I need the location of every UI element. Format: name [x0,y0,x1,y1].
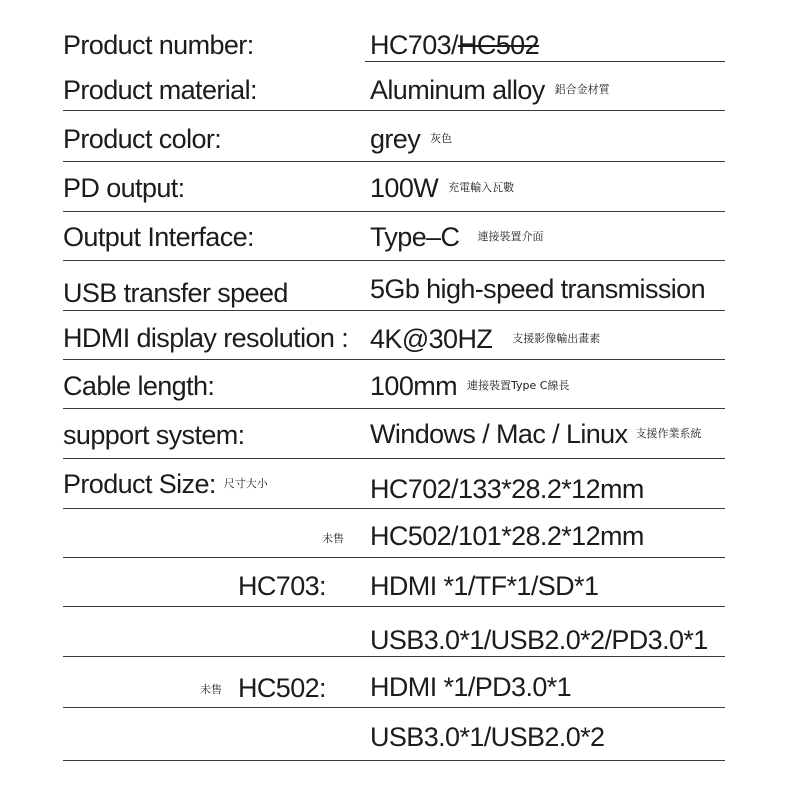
product-size-label: Product Size: [63,469,216,499]
spec-label-support-system: support system: [63,420,245,450]
spec-value-support-system [370,421,702,448]
row-divider [63,606,725,607]
output-interface-value: Type–C [370,222,460,252]
spec-label-hdmi-resolution: HDMI display resolution : [63,323,349,353]
row-divider [63,760,725,761]
row-divider [63,508,725,509]
spec-label-product-size [63,471,268,498]
ports-hc502-line-2: USB3.0*1/USB2.0*2 [370,722,605,752]
row-divider [63,707,725,708]
output-interface-note: 連接裝置介面 [477,230,544,244]
color-value: grey [370,124,421,154]
spec-value-color [370,126,452,153]
spec-value-product-number [370,32,539,59]
product-number-struck: HC502 [457,30,539,60]
spec-value-pd-output [370,175,514,202]
row-divider [63,557,725,558]
spec-label-product-number: Product number: [63,30,254,60]
row-divider [63,408,725,409]
spec-value-output-interface [370,224,543,251]
hdmi-resolution-value: 4K@30HZ [370,324,493,354]
spec-label-cable-length: Cable length: [63,371,215,401]
material-note: 鋁合金材質 [554,83,610,97]
ports-hc703-line-1: HDMI *1/TF*1/SD*1 [370,571,599,601]
spec-value-size-extra: HC502/101*28.2*12mm [370,521,644,551]
ports-hc502-note: 未售 [200,683,222,696]
row-divider [365,61,725,62]
row-divider [63,458,725,459]
row-divider [63,359,725,360]
size-extra-note: 未售 [322,532,344,545]
color-note: 灰色 [430,132,453,146]
ports-model-hc502: HC502: [238,673,326,703]
support-system-note: 支援作業系統 [635,427,702,441]
ports-hc502-line-1: HDMI *1/PD3.0*1 [370,672,572,702]
material-value: Aluminum alloy [370,75,545,105]
spec-value-hdmi-resolution [370,326,600,353]
spec-label-output-interface: Output Interface: [63,222,254,252]
spec-label-pd-output: PD output: [63,173,185,203]
support-system-value: Windows / Mac / Linux [370,419,628,449]
row-divider [63,310,725,311]
spec-label-usb-speed: USB transfer speed [63,278,288,308]
hdmi-resolution-note: 支援影像輸出畫素 [512,332,601,346]
spec-label-material: Product material: [63,75,257,105]
spec-label-color: Product color: [63,124,222,154]
row-divider [63,110,725,111]
row-divider [63,656,725,657]
pd-output-value: 100W [370,173,439,203]
pd-output-note: 充電輸入瓦數 [448,181,515,195]
product-size-note: 尺寸大小 [223,477,268,491]
spec-value-product-size: HC702/133*28.2*12mm [370,474,644,504]
row-divider [63,211,725,212]
row-divider [63,260,725,261]
ports-hc703-line-2: USB3.0*1/USB2.0*2/PD3.0*1 [370,625,708,655]
cable-length-note: 連接裝置Type C線長 [467,379,570,393]
spec-value-material [370,77,610,104]
product-number-main: HC703/ [370,30,458,60]
spec-value-cable-length [370,373,569,400]
ports-model-hc703: HC703: [238,571,326,601]
cable-length-value: 100mm [370,371,458,401]
spec-value-usb-speed: 5Gb high-speed transmission [370,274,705,304]
row-divider [63,161,725,162]
